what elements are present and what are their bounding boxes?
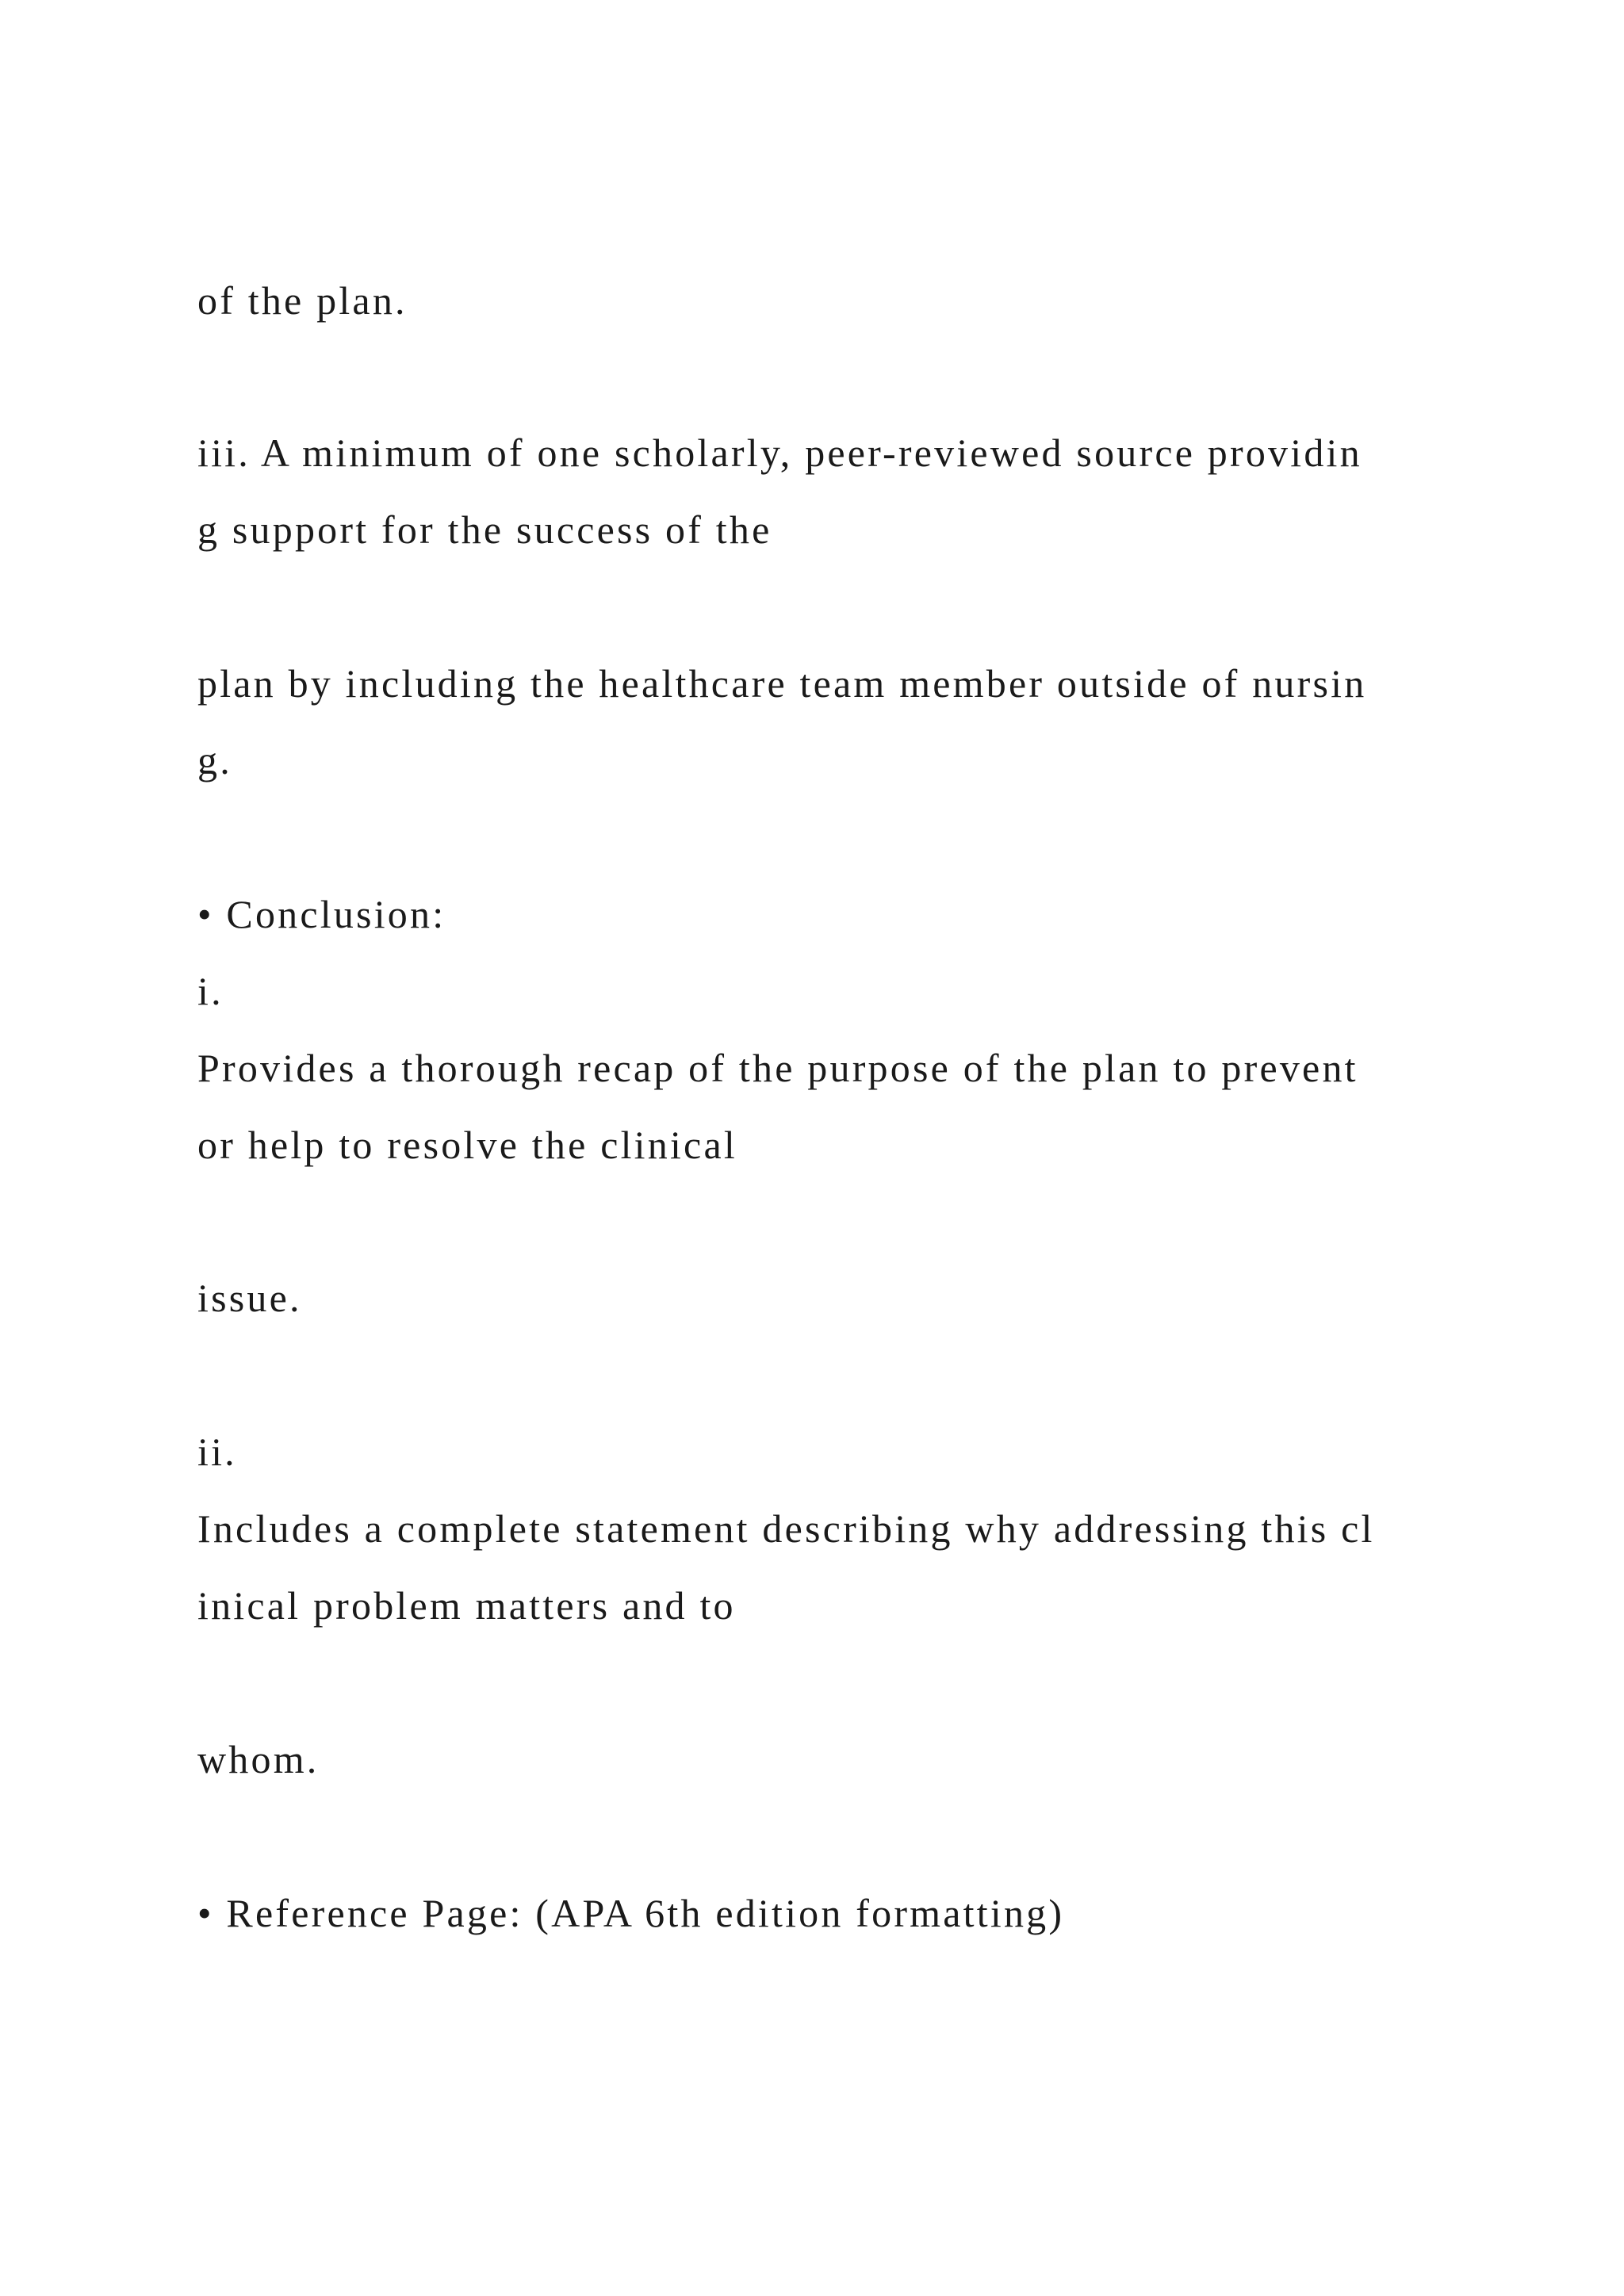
text-line: i. <box>197 969 224 1013</box>
text-line: Provides a thorough recap of the purpose of the plan to prevent <box>197 1046 1358 1090</box>
text-line: g support for the success of the <box>197 507 772 552</box>
list-item-bullet: • Conclusion: <box>197 892 446 936</box>
text-line: or help to resolve the clinical <box>197 1123 737 1167</box>
text-line: ii. <box>197 1429 237 1474</box>
text-line: of the plan. <box>197 278 408 323</box>
text-line: iii. A minimum of one scholarly, peer-reviewed source providin <box>197 430 1362 475</box>
text-line: issue. <box>197 1276 302 1320</box>
list-item-bullet: • Reference Page: (APA 6th edition formatting) <box>197 1891 1065 1935</box>
text-line: Includes a complete statement describing why addressing this cl <box>197 1506 1375 1551</box>
text-line: whom. <box>197 1737 320 1781</box>
text-line: g. <box>197 738 232 783</box>
text-line: plan by including the healthcare team member outside of nursin <box>197 661 1367 706</box>
text-line: inical problem matters and to <box>197 1583 736 1628</box>
